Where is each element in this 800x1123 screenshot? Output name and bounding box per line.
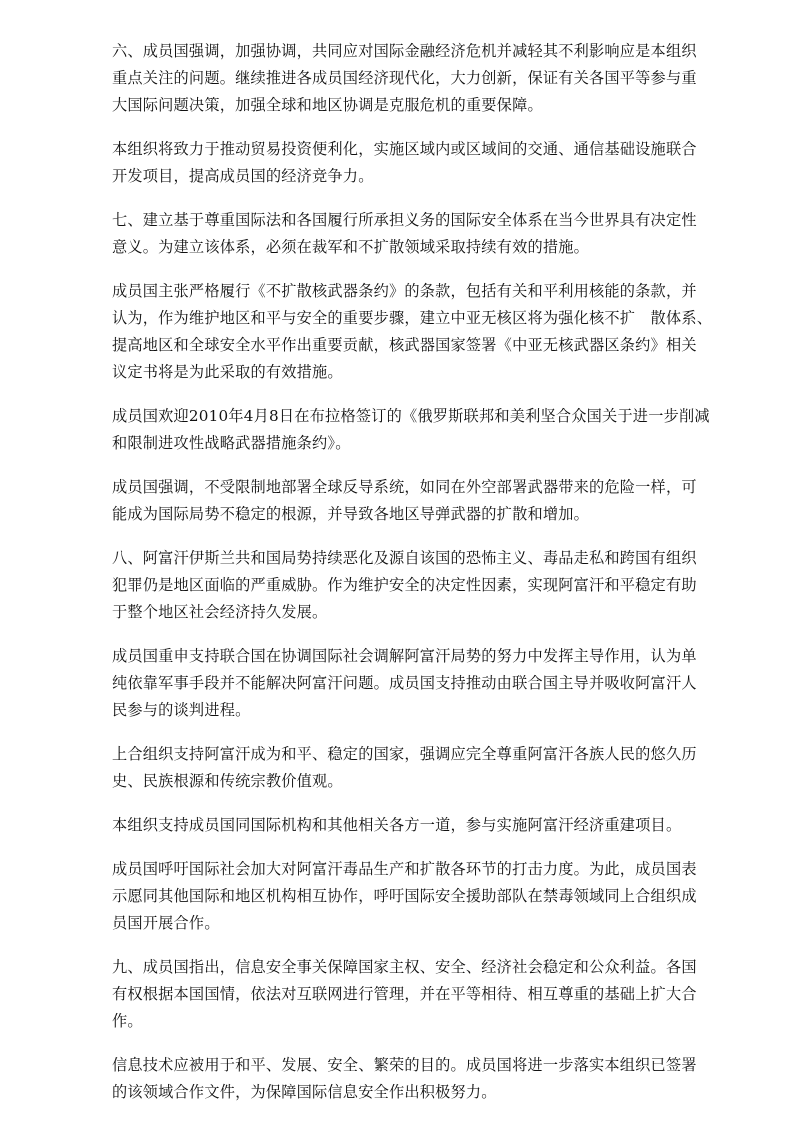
paragraph-section-7 — [112, 207, 712, 261]
document-page — [112, 38, 712, 1123]
paragraph-reconstruction — [112, 812, 712, 839]
text-line: 和限制进攻性战略武器措施条约》。 — [112, 434, 351, 452]
text-line: 开发项目，提高成员国的经济竞争力。 — [112, 167, 374, 185]
text-line: 的该领域合作文件，为保障国际信息安全作出积极努力。 — [112, 1083, 497, 1101]
text-line: 史、民族根源和传统宗教价值观。 — [112, 772, 343, 790]
text-line: 六、成员国强调，加强协调，共同应对国际金融经济危机并减轻其不利影响应是本组织 — [112, 42, 697, 60]
text-line: 员国开展合作。 — [112, 914, 220, 932]
text-line: 成员国欢迎2010年4月8日在布拉格签订的《俄罗斯联邦和美利坚合众国关于进一步削减 — [112, 407, 710, 425]
text-line: 九、成员国指出，信息安全事关保障国家主权、安全、经济社会稳定和公众利益。各国 — [112, 958, 697, 976]
text-line: 成员国主张严格履行《不扩散核武器条约》的条款，包括有关和平利用核能的条款，并 — [112, 282, 697, 300]
paragraph-npt — [112, 278, 712, 386]
text-line: 成员国强调，不受限制地部署全球反导系统，如同在外空部署武器带来的危险一样，可 — [112, 478, 697, 496]
text-line: 本组织支持成员国同国际机构和其他相关各方一道，参与实施阿富汗经济重建项目。 — [112, 816, 682, 834]
paragraph-info-tech — [112, 1052, 712, 1106]
text-line: 重点关注的问题。继续推进各成员国经济现代化，大力创新，保证有关各国平等参与重 — [112, 69, 697, 87]
paragraph-section-6 — [112, 38, 712, 119]
text-line: 八、阿富汗伊斯兰共和国局势持续恶化及源自该国的恐怖主义、毒品走私和跨国有组织 — [112, 549, 697, 567]
text-line: 意义。为建立该体系，必须在裁军和不扩散领域采取持续有效的措施。 — [112, 238, 590, 256]
text-line: 示愿同其他国际和地区机构相互协作，呼吁国际安全援助部队在禁毒领域同上合组织成 — [112, 887, 697, 905]
paragraph-sco-support — [112, 741, 712, 795]
text-line: 犯罪仍是地区面临的严重威胁。作为维护安全的决定性因素，实现阿富汗和平稳定有助 — [112, 576, 697, 594]
text-line: 能成为国际局势不稳定的根源，并导致各地区导弹武器的扩散和增加。 — [112, 505, 590, 523]
text-line: 信息技术应被用于和平、发展、安全、繁荣的目的。成员国将进一步落实本组织已签署 — [112, 1056, 697, 1074]
paragraph-missile-defense — [112, 474, 712, 528]
text-line: 成员国重申支持联合国在协调国际社会调解阿富汗局势的努力中发挥主导作用，认为单 — [112, 647, 697, 665]
text-line: 本组织将致力于推动贸易投资便利化，实施区域内或区域间的交通、通信基础设施联合 — [112, 140, 697, 158]
text-line: 于整个地区社会经济持久发展。 — [112, 603, 328, 621]
paragraph-un-role — [112, 643, 712, 724]
text-line: 上合组织支持阿富汗成为和平、稳定的国家，强调应完全尊重阿富汗各族人民的悠久历 — [112, 745, 697, 763]
paragraph-prague-treaty — [112, 403, 712, 457]
text-line: 认为，作为维护地区和平与安全的重要步骤，建立中亚无核区将为强化核不扩 散体系、 — [112, 309, 713, 327]
paragraph-trade-facilitation — [112, 136, 712, 190]
text-line: 民参与的谈判进程。 — [112, 701, 251, 719]
text-line: 纯依靠军事手段并不能解决阿富汗问题。成员国支持推动由联合国主导并吸收阿富汗人 — [112, 674, 697, 692]
text-line: 大国际问题决策，加强全球和地区协调是克服危机的重要保障。 — [112, 96, 543, 114]
text-line: 有权根据本国国情，依法对互联网进行管理，并在平等相待、相互尊重的基础上扩大合 — [112, 985, 697, 1003]
text-line: 提高地区和全球安全水平作出重要贡献，核武器国家签署《中亚无核武器区条约》相关 — [112, 336, 697, 354]
text-line: 成员国呼吁国际社会加大对阿富汗毒品生产和扩散各环节的打击力度。为此，成员国表 — [112, 860, 697, 878]
text-line: 作。 — [112, 1012, 143, 1030]
paragraph-section-8 — [112, 545, 712, 626]
text-line: 七、建立基于尊重国际法和各国履行所承担义务的国际安全体系在当今世界具有决定性 — [112, 211, 697, 229]
text-line: 议定书将是为此采取的有效措施。 — [112, 363, 343, 381]
paragraph-drug-control — [112, 856, 712, 937]
paragraph-section-9 — [112, 954, 712, 1035]
